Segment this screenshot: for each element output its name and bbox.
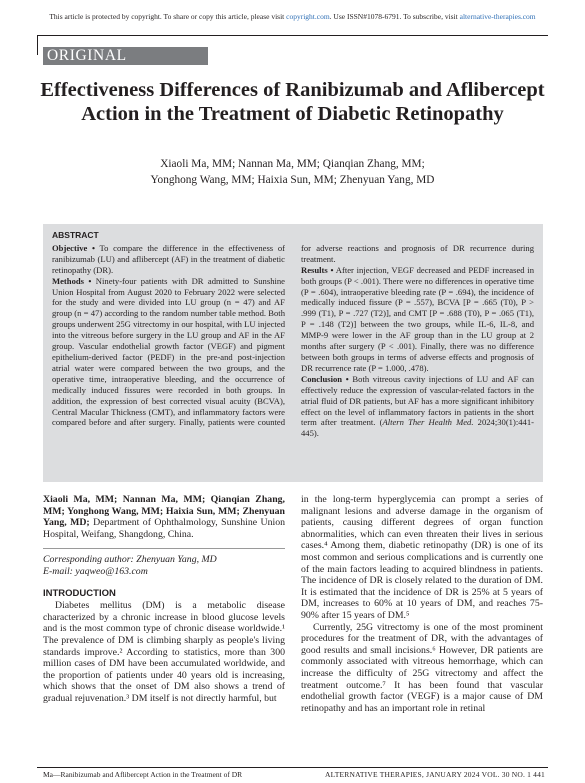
copyright-notice-text: This article is protected by copyright. To share or copy this article, please visit: [49, 12, 287, 21]
intro-paragraph-2: Currently, 25G vitrectomy is one of the most prominent procedures for the treatment of DR, with the advantages of good results and small incisions.⁶ However, DR patients are commonly associated with vitreous hemorrhage, which can increase the difficulty of 25G vitrectomy and affect the treatment outcome.⁷ It has been found that vascular endothelial growth factor (VEGF) is a major cause of DM retinopathy and has an important role in retinal: [301, 621, 543, 714]
abstract-box: [43, 224, 543, 482]
intro-paragraph-1: Diabetes mellitus (DM) is a metabolic disease characterized by a chronic increase in blood glucose levels and is the most common type of chronic disease worldwide.¹ The prevalence of DM is climbing sharply as people's living standards improve.² According to statistics, more than 300 million cases of DM have been accumulated worldwide, and the proportion of patients under 40 years old is increasing, which shows that the onset of DM also shows a trend of gradual rejuvenation.³ DM itself is not directly harmful, but: [43, 600, 285, 704]
citation-journal: Altern Ther Health Med.: [382, 417, 474, 428]
results-text: After injection, VEGF decreased and PEDF increased in both groups (P < .001). There were no differences in operative time (P = .604), intraoperative bleeding rate (P = .694), the incidence of medically induced fissure (P = .557), BCVA [P = .665 (T0), P > .999 (T1), P = .727 (T2)], and CMT [P = .688 (T0), P = .065 (T1), P = .148 (T2)] between the two groups, while IL-6, IL-8, and MMP-9 were lower in the AF group than in the LU group at 2 months after surgery (P < .001). Finally, there was no difference between both groups in terms of adverse effects and prognosis of DR recurrence rate (P = 1.000, .478).: [301, 264, 534, 373]
corresponding-author-text: Corresponding author: Zhenyuan Yang, MD: [43, 554, 217, 566]
left-column: [43, 494, 285, 705]
objective-text: To compare the difference in the effectiveness of ranibizumab (LU) and aflibercept (AF) in the treatment of diabetic retinopathy (DR).: [52, 242, 285, 275]
affiliation: [43, 494, 285, 540]
section-tag: ORIGINAL RESEARCH: [43, 47, 208, 65]
objective-label: Objective •: [52, 242, 95, 253]
copyright-notice: [0, 12, 585, 21]
footer-rule: [37, 767, 548, 768]
conclusion-text: Both vitreous cavity injections of LU and AF can effectively reduce the expression of vascular-related factors in the atrial fluid of DR patients, but AF has a more significant inhibitory effect on the level of inflammatory factors in patients in the short term after treatment. (: [301, 373, 534, 428]
email-line: [43, 566, 285, 578]
affiliation-authors: Xiaoli Ma, MM; Nannan Ma, MM; Qianqian Zhang, MM; Yonghong Wang, MM; Haixia Sun, MM; Zhenyuan Yang, MD;: [43, 494, 285, 529]
abstract-conclusion: [301, 374, 534, 439]
abstract-objective: [52, 243, 285, 276]
journal-footer: ALTERNATIVE THERAPIES, JANUARY 2024 VOL. 30 NO. 1 441: [325, 770, 545, 779]
subscribe-link[interactable]: alternative-therapies.com: [459, 12, 536, 21]
affiliation-divider: [43, 548, 285, 549]
header-rule-left: [37, 35, 38, 55]
right-column: [301, 494, 543, 714]
email-text: E-mail: yaqweo@163.com: [43, 565, 148, 577]
results-label: Results •: [301, 264, 334, 275]
methods-label: Methods •: [52, 275, 92, 286]
introduction-heading: INTRODUCTION: [43, 587, 116, 599]
author-list: [40, 156, 545, 188]
intro-paragraph-1-continued: in the long-term hyperglycemia can prompt a series of malignant lesions and adverse damage in the organism of patients, causing different degrees of organ function abnormalities, which can even threaten their lives in serious cases.⁴ Among them, diabetic retinopathy (DR) is one of its most common and serious complications and is currently one of the main factors leading to acquired blindness in patients. The incidence of DR is closely related to the duration of DM. It is estimated that the incidence of DR is 25% at 5 years of DM, increases to 60% at 10 years of DM, and reaches 75-90% after 15 years of DM.⁵: [301, 494, 543, 621]
abstract-results: [301, 265, 534, 374]
methods-text: Ninety-four patients with DR admitted to Sunshine Union Hospital from August 2020 to February 2022 were selected for the study and were divided into LU group (n = 47) and AF group (n = 47) according to the random number table method. Both groups underwent 25G vitrectomy in our hospital, with LU injected into the vitreous before surgery in the LU group and AF in the AF group. Vascular endothelial growth factor (VEGF) and pigment epithelium-derived factor (PEDF) in the pre-and post-injection atrial water were compared between the two groups, and the operative time, intraoperative bleeding, and the occurrence of medically induced fissures were recorded in both groups. In addition, the expression of best corrected visual acuity (BCVA), Central Macular Thickness (CMT), and inflammatory factors were compared before and after surgery. Finally, patients were counted for adverse reactions and prognosis of DR recurrence during treatment.: [52, 242, 534, 428]
conclusion-label: Conclusion •: [301, 373, 349, 384]
citation-rest: 2024;30(1):441-445).: [301, 417, 534, 439]
header-rule: [37, 35, 548, 36]
abstract-heading: ABSTRACT: [52, 230, 99, 240]
copyright-notice-text-2: . Use ISSN#1078-6791. To subscribe, visit: [329, 12, 460, 21]
author-line-1: Xiaoli Ma, MM; Nannan Ma, MM; Qianqian Zhang, MM;: [160, 158, 425, 170]
affiliation-department: Department of Ophthalmology, Sunshine Union Hospital, Weifang, Shangdong, China.: [43, 517, 285, 540]
running-title: Ma—Ranibizumab and Aflibercept Action in the Treatment of DR: [43, 770, 243, 779]
article-title: Effectiveness Differences of Ranibizumab and Aflibercept Action in the Treatment of Diabetic Retinopathy: [40, 79, 545, 125]
copyright-link[interactable]: copyright.com: [286, 12, 330, 21]
corresponding-author: [43, 554, 285, 566]
abstract-body: [52, 243, 534, 439]
author-line-2: Yonghong Wang, MM; Haixia Sun, MM; Zhenyuan Yang, MD: [150, 174, 435, 186]
